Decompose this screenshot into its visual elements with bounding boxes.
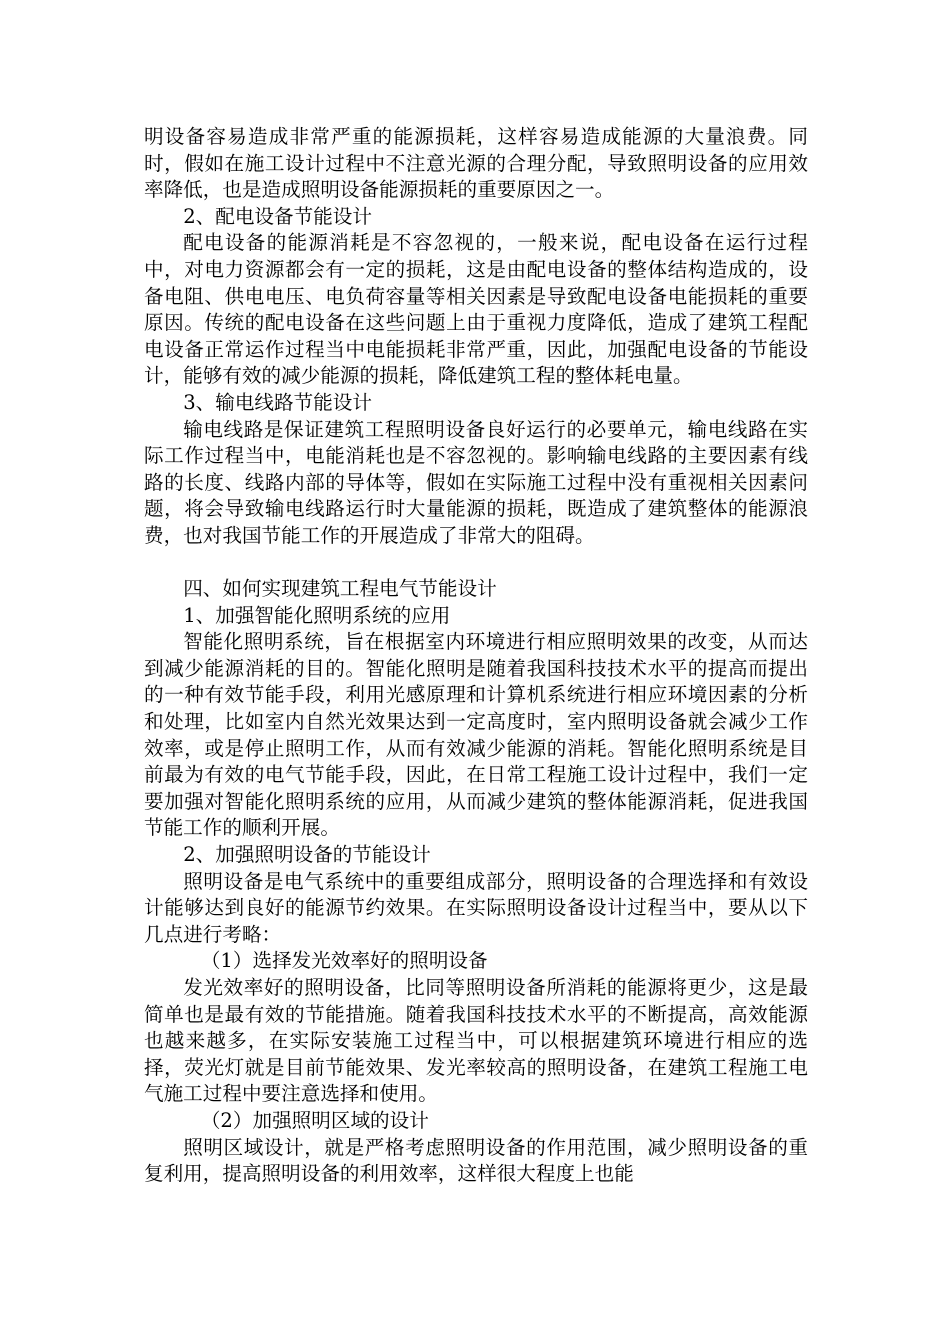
paragraph-distribution-equipment: 配电设备的能源消耗是不容忽视的，一般来说，配电设备在运行过程中，对电力资源都会有一定的损耗，这是由配电设备的整体结构造成的，设备电阻、供电电压、电负荷容量等相关因素是导致配电设备电能损耗的重要原因。传统的配电设备在这些问题上由于重视力度降低，造成了建筑工程配电设备正常运作过程当中电能损耗非常严重，因此，加强配电设备的节能设计，能够有效的减少能源的损耗，降低建筑工程的整体耗电量。 (144, 231, 808, 388)
blank-line (144, 550, 808, 577)
heading-intelligent-lighting: 1、加强智能化照明系统的应用 (183, 603, 451, 627)
section-heading-four: 四、如何实现建筑工程电气节能设计 (183, 577, 497, 601)
paragraph-lighting-equipment: 照明设备是电气系统中的重要组成部分，照明设备的合理选择和有效设计能够达到良好的能源节约效果。在实际照明设备设计过程当中，要从以下几点进行考略： (144, 869, 808, 946)
heading-distribution-equipment: 2、配电设备节能设计 (183, 204, 372, 228)
paragraph-efficient-lighting: 发光效率好的照明设备，比同等照明设备所消耗的能源将更少，这是最简单也是最有效的节能措施。随着我国科技技术水平的不断提高，高效能源也越来越多，在实际安装施工过程当中，可以根据建筑环境进行相应的选择，荧光灯就是目前节能效果、发光率较高的照明设备，在建筑工程施工电气施工过程中要注意选择和使用。 (144, 976, 808, 1106)
paragraph-intelligent-lighting: 智能化照明系统，旨在根据室内环境进行相应照明效果的改变，从而达到减少能源消耗的目的。智能化照明是随着我国科技技术水平的提高而提出的一种有效节能手段，利用光感原理和计算机系统进行相应环境因素的分析和处理，比如室内自然光效果达到一定高度时，室内照明设备就会减少工作效率，或是停止照明工作，从而有效减少能源的消耗。智能化照明系统是目前最为有效的电气节能手段，因此，在日常工程施工设计过程中，我们一定要加强对智能化照明系统的应用，从而减少建筑的整体能源消耗，促进我国节能工作的顺利开展。 (144, 630, 808, 840)
paragraph-transmission-line: 输电线路是保证建筑工程照明设备良好运行的必要单元，输电线路在实际工作过程当中，电能消耗也是不容忽视的。影响输电线路的主要因素有线路的长度、线路内部的导体等，假如在实际施工过程中没有重视相关因素问题，将会导致输电线路运行时大量能源的损耗，既造成了建筑整体的能源浪费，也对我国节能工作的开展造成了非常大的阻碍。 (144, 417, 808, 547)
subheading-efficient-lighting: （1）选择发光效率好的照明设备 (200, 949, 488, 973)
paragraph-lighting-loss-continued: 明设备容易造成非常严重的能源损耗，这样容易造成能源的大量浪费。同时，假如在施工设计过程中不注意光源的合理分配，导致照明设备的应用效率降低，也是造成照明设备能源损耗的重要原因之一。 (144, 125, 808, 202)
document-page (144, 124, 808, 1188)
paragraph-lighting-area: 照明区域设计，就是严格考虑照明设备的作用范围，减少照明设备的重复利用，提高照明设备的利用效率，这样很大程度上也能 (144, 1135, 808, 1186)
subheading-lighting-area: （2）加强照明区域的设计 (200, 1108, 429, 1132)
heading-lighting-equipment: 2、加强照明设备的节能设计 (183, 843, 431, 867)
heading-transmission-line: 3、输电线路节能设计 (183, 390, 372, 414)
